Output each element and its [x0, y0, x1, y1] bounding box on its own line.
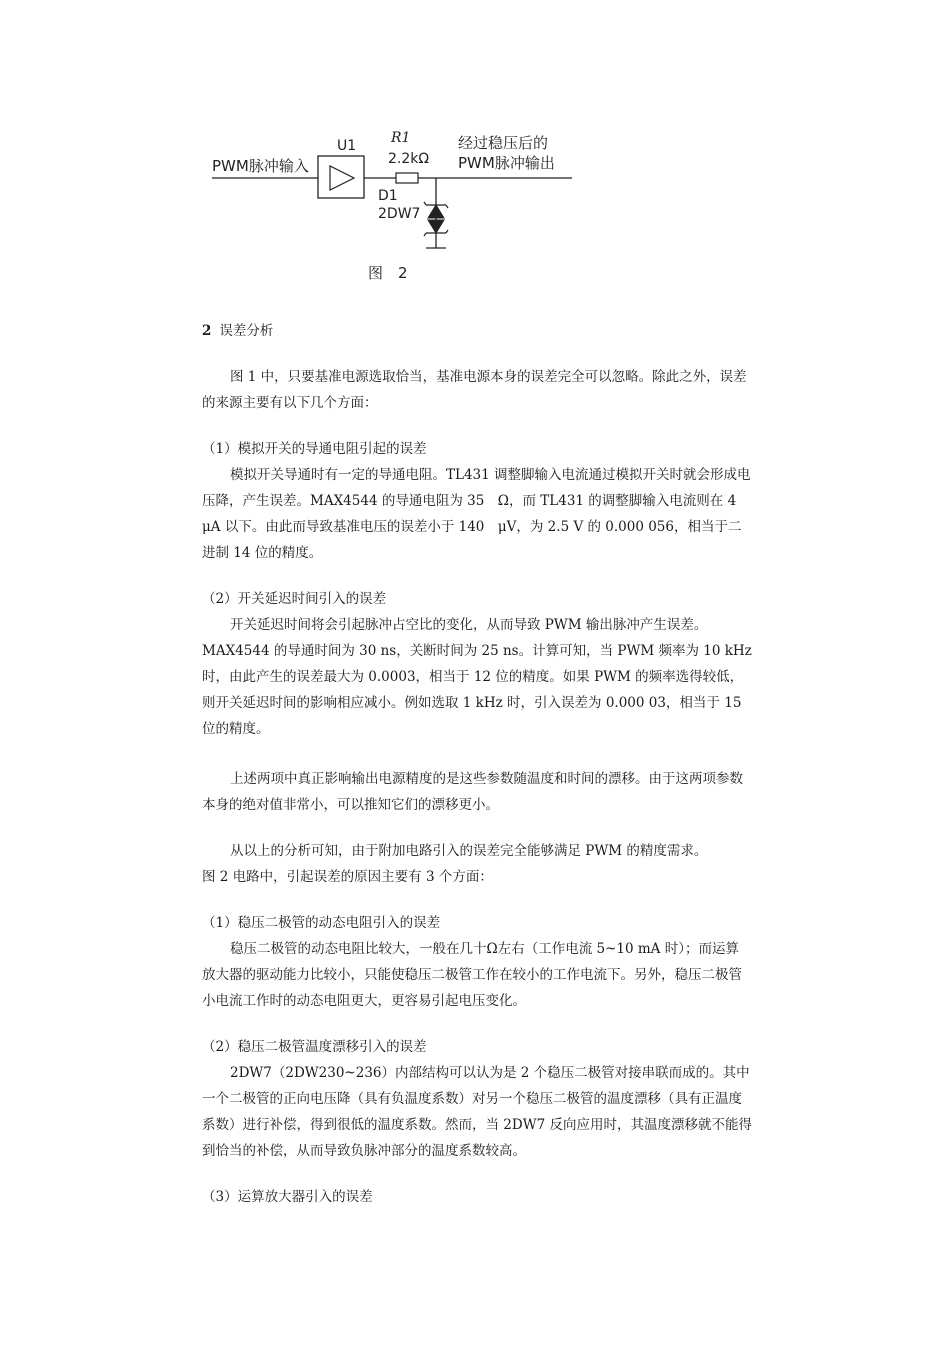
u1-box [318, 156, 364, 198]
r1-resistor [396, 173, 418, 183]
paragraph-conclusion-b: 图 2 电路中，引起误差的原因主要有 3 个方面： [202, 869, 493, 885]
paragraph-drift: 上述两项中真正影响输出电源精度的是这些参数随温度和时间的漂移。由于这两项参数本身的绝对值非常小，可以推知它们的漂移更小。 [202, 771, 743, 813]
figure-caption: 图 2 [368, 264, 408, 282]
subheading-on-resistance: （1）模拟开关的导通电阻引起的误差 [202, 441, 427, 457]
subheading-zener-temp: （2）稳压二极管温度漂移引入的误差 [202, 1039, 427, 1055]
section-heading [202, 318, 752, 344]
zener-lower [428, 220, 444, 233]
buffer-triangle [330, 166, 354, 190]
pwm-input-label: PWM脉冲输入 [212, 157, 309, 175]
subheading-opamp: （3）运算放大器引入的误差 [202, 1189, 373, 1205]
circuit-figure [200, 108, 580, 288]
section-number: 2 [202, 323, 212, 339]
intro-paragraph: 图 1 中，只要基准电源选取恰当，基准电源本身的误差完全可以忽略。除此之外，误差的来源主要有以下几个方面： [202, 369, 747, 411]
paragraph-switch-delay-b: MAX4544 的导通时间为 30 ns，关断时间为 25 ns。计算可知，当 PWM 频率为 10 kHz 时，由此产生的误差最大为 0.0003，相当于 12 位的精度。如果 PWM 的频率选得较低，则开关延迟时间的影响相应减小。例如选取 1 kHz 时，引入误差为 0.000 03，相当于 15 位的精度。 [202, 643, 752, 737]
paragraph-on-resistance: 模拟开关导通时有一定的导通电阻。TL431 调整脚输入电流通过模拟开关时就会形成电压降，产生误差。MAX4544 的导通电阻为 35 Ω，而 TL431 的调整脚输入电流则在 4 μA 以下。由此而导致基准电压的误差小于 140 μV，为 2.5 V 的 0.000 056，相当于二进制 14 位的精度。 [202, 467, 751, 561]
r1-label: R1 [391, 130, 411, 146]
paragraph-zener-temp: 2DW7（2DW230~236）内部结构可以认为是 2 个稳压二极管对接串联而成的。其中一个二极管的正向电压降（具有负温度系数）对另一个稳压二极管的温度漂移（具有正温度系数）进行补偿，得到很低的温度系数。然而，当 2DW7 反向应用时，其温度漂移就不能得到恰当的补偿，从而导致负脉冲部分的温度系数较高。 [202, 1065, 752, 1159]
u1-label: U1 [337, 138, 357, 154]
d1-part-label: 2DW7 [378, 206, 421, 222]
circuit-diagram [200, 108, 580, 288]
section-title: 误差分析 [219, 323, 274, 339]
subheading-zener-resistance: （1）稳压二极管的动态电阻引入的误差 [202, 915, 441, 931]
output-label-1: 经过稳压后的 [458, 134, 549, 152]
subheading-switch-delay: （2）开关延迟时间引入的误差 [202, 591, 387, 607]
d1-label: D1 [378, 188, 398, 204]
paragraph-switch-delay-a: 开关延迟时间将会引起脉冲占空比的变化，从而导致 PWM 输出脉冲产生误差。 [230, 617, 708, 633]
output-label-2: PWM脉冲输出 [458, 154, 555, 172]
r1-value: 2.2kΩ [388, 151, 430, 167]
zener-upper [428, 205, 444, 218]
paragraph-conclusion-a: 从以上的分析可知，由于附加电路引入的误差完全能够满足 PWM 的精度需求。 [230, 843, 708, 859]
paragraph-zener-resistance: 稳压二极管的动态电阻比较大，一般在几十Ω左右（工作电流 5~10 mA 时）；而运算放大器的驱动能力比较小，只能使稳压二极管工作在较小的工作电流下。另外，稳压二极管小电流工作时的动态电阻更大，更容易引起电压变化。 [202, 941, 742, 1009]
article-body [202, 318, 752, 1210]
